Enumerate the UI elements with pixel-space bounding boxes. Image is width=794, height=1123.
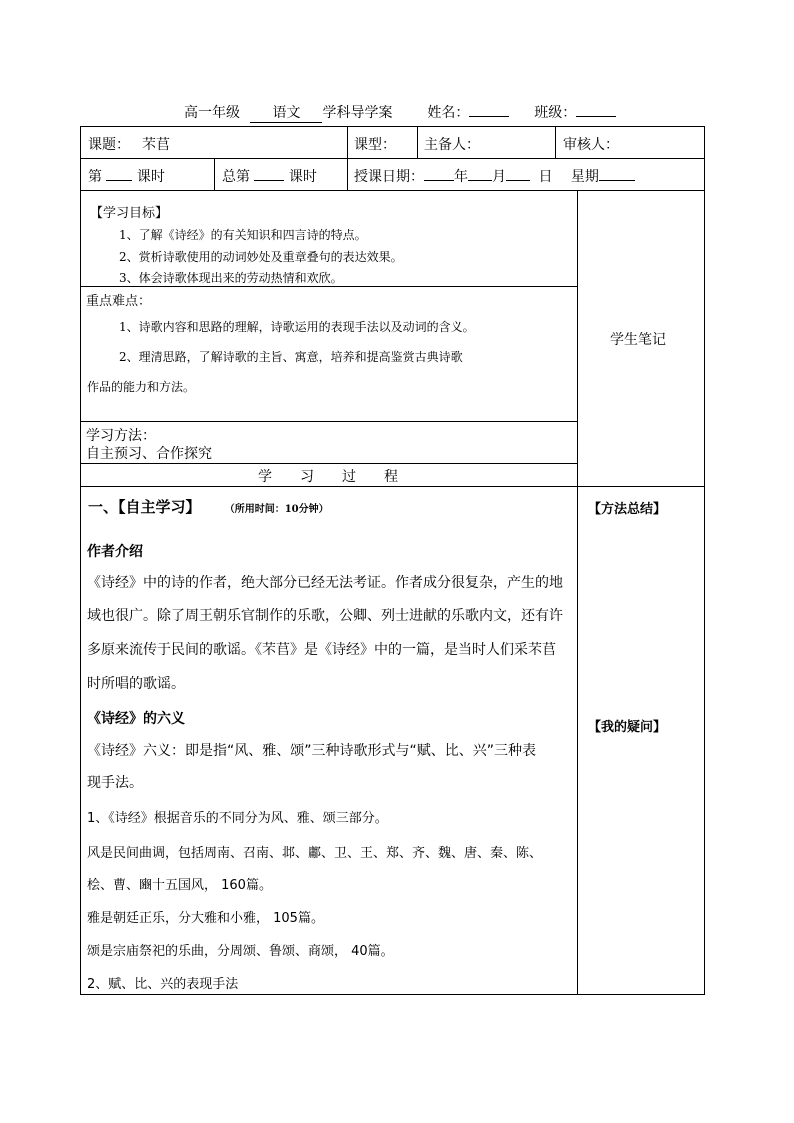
section1-title: 一、【自主学习】: [88, 498, 201, 516]
author-line-1: 《诗经》中的诗的作者，绝大部分已经无法考证。作者成分很复杂，产生的地: [87, 575, 563, 591]
goal-item-3: 3、体会诗歌体现出来的劳动热情和欢欣。: [119, 271, 343, 285]
type-label: 课型：: [354, 137, 396, 153]
preparer-label: 主备人：: [424, 137, 480, 153]
name-blank[interactable]: [469, 102, 509, 117]
year-blank[interactable]: [424, 166, 454, 181]
day-label: 日: [538, 169, 553, 185]
goal-item-1: 1、了解《诗经》的有关知识和四言诗的特点。: [119, 228, 367, 242]
goals-title: 【学习目标】: [90, 206, 169, 221]
keypoint-2: 2、理清思路，了解诗歌的主旨、寓意，培养和提高鉴赏古典诗歌: [119, 350, 463, 364]
week-blank[interactable]: [599, 166, 635, 181]
author-heading: 作者介绍: [87, 544, 143, 560]
period-unit: 课时: [136, 169, 165, 185]
day-blank[interactable]: [506, 166, 530, 181]
total-first: 总第: [222, 169, 250, 185]
six-heading: 《诗经》的六义: [87, 711, 185, 727]
class-blank[interactable]: [576, 102, 616, 117]
topic-cell: [88, 134, 170, 154]
six-line-2: 现手法。: [87, 775, 143, 791]
topic-label: 课题：: [88, 137, 130, 153]
date-cell: [354, 166, 635, 186]
name-label: 姓名：: [427, 105, 470, 121]
total-blank[interactable]: [254, 166, 284, 181]
year-label: 年: [454, 169, 468, 185]
method-title: 学习方法：: [86, 428, 156, 444]
ya-line: 雅是朝廷正乐，分大雅和小雅， 105篇。: [87, 911, 324, 926]
subject: 语文: [272, 105, 301, 121]
author-line-3: 多原来流传于民间的歌谣。《芣苢》是《诗经》中的一篇，是当时人们采芣苢: [87, 642, 556, 658]
process-heading: [258, 466, 398, 486]
header-suffix: 学科导学案: [322, 105, 393, 121]
topic-title: 芣苢: [142, 137, 170, 153]
feng-line-2: 桧、曹、豳十五国风， 160篇。: [87, 878, 272, 893]
keypoint-1: 1、诗歌内容和思路的理解，诗歌运用的表现手法以及动词的含义。: [119, 320, 475, 334]
song-line: 颂是宗庙祭祀的乐曲，分周颂、鲁颂、商颂， 40篇。: [87, 944, 394, 959]
header-line: [184, 102, 616, 123]
process-char-2: 习: [300, 469, 314, 485]
period-blank[interactable]: [106, 166, 132, 181]
subject-underline: [250, 102, 322, 123]
grade-label: 高一年级: [184, 105, 240, 121]
goal-item-2: 2、赏析诗歌使用的动词妙处及重章叠句的表达效果。: [119, 250, 403, 264]
author-line-4: 时所唱的歌谣。: [87, 676, 185, 692]
class-label: 班级：: [534, 105, 577, 121]
feng-line-1: 风是民间曲调，包括周南、召南、邶、鄘、卫、王、郑、齐、魏、唐、秦、陈、: [87, 846, 543, 861]
keypoints-title: 重点难点：: [86, 294, 152, 309]
week-label: 星期: [570, 169, 599, 185]
author-line-2: 域也很广。除了周王朝乐官制作的乐歌，公卿、列士进献的乐歌内文，还有许: [87, 608, 563, 624]
month-blank[interactable]: [468, 166, 492, 181]
total-period-cell: [222, 166, 317, 186]
method-text: 自主预习、合作探究: [86, 446, 212, 462]
method-summary-label: 【方法总结】: [588, 502, 667, 517]
period-cell: [88, 166, 165, 186]
six-line-1: 《诗经》六义：即是指“风、雅、颂”三种诗歌形式与“赋、比、兴”三种表: [87, 743, 537, 759]
process-char-4: 程: [384, 469, 398, 485]
keypoint-2-cont: 作品的能力和方法。: [87, 380, 196, 394]
section1-time: （所用时间：10分钟）: [224, 504, 329, 515]
point-2: 2、赋、比、兴的表现手法: [87, 977, 239, 992]
reviewer-label: 审核人：: [563, 137, 619, 153]
my-questions-label: 【我的疑问】: [588, 720, 667, 735]
month-label: 月: [492, 169, 506, 185]
date-label: 授课日期：: [354, 169, 424, 185]
total-unit: 课时: [288, 169, 317, 185]
section1-heading: [88, 496, 329, 517]
point-1: 1、《诗经》根据音乐的不同分为风、雅、颂三部分。: [87, 811, 388, 826]
period-first: 第: [88, 169, 102, 185]
process-char-1: 学: [258, 469, 272, 485]
student-notes-label: 学生笔记: [610, 332, 666, 348]
process-char-3: 过: [342, 469, 356, 485]
